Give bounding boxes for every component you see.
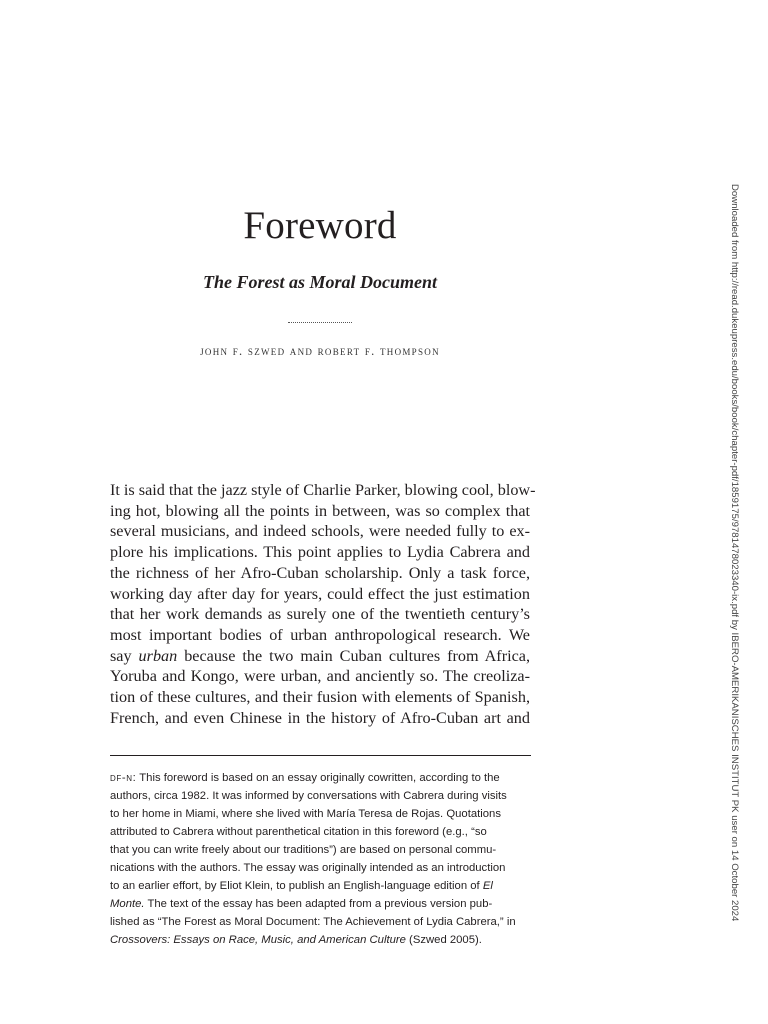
footnote-line: that you can write freely about our traditions”) are based on personal commu- bbox=[110, 844, 497, 856]
footnote-line bbox=[110, 877, 531, 895]
body-line: several musicians, and indeed schools, were needed fully to ex- bbox=[110, 522, 530, 541]
footnote-text: to an earlier effort, by Eliot Klein, to publish an English-language edition of bbox=[110, 880, 483, 892]
footnote-text: (Szwed 2005). bbox=[405, 934, 482, 946]
chapter-authors: john f. szwed and robert f. thompson bbox=[200, 344, 440, 358]
chapter-title: Foreword bbox=[243, 204, 397, 247]
footnote-line: attributed to Cabrera without parenthetical citation in this foreword (e.g., “so bbox=[110, 826, 487, 838]
book-title-italic: El bbox=[482, 880, 493, 892]
footnote-text: This foreword is based on an essay originally cowritten, according to the bbox=[136, 772, 500, 784]
footnote-line: authors, circa 1982. It was informed by conversations with Cabrera during visits bbox=[110, 790, 507, 802]
dotted-ornament bbox=[288, 322, 352, 323]
footnote-line bbox=[110, 769, 531, 787]
footnote-line: lished as “The Forest as Moral Document: The Achievement of Lydia Cabrera,” in bbox=[110, 916, 516, 928]
footnote-line bbox=[110, 895, 531, 913]
body-line: It is said that the jazz style of Charlie Parker, blowing cool, blow- bbox=[110, 481, 536, 499]
book-title-italic: Crossovers: Essays on Race, Music, and American Culture bbox=[110, 934, 406, 946]
body-line: French, and even Chinese in the history of Afro-Cuban art and bbox=[110, 708, 530, 727]
chapter-subtitle: The Forest as Moral Document bbox=[202, 272, 438, 292]
download-watermark: Downloaded from http://read.dukeupress.edu/books/book/chapter-pdf/1859175/9781478023340-ix.pdf by IBERO-AMERIKANISCHES INSTITUT PK user on 14 October 2024 bbox=[729, 184, 740, 922]
body-line: Yoruba and Kongo, were urban, and anciently so. The creoliza- bbox=[110, 667, 530, 686]
body-line bbox=[110, 646, 530, 667]
footnote-marker: df-n: bbox=[110, 772, 137, 784]
body-line: tion of these cultures, and their fusion with elements of Spanish, bbox=[110, 688, 530, 707]
footnote-line: to her home in Miami, where she lived with María Teresa de Rojas. Quotations bbox=[110, 808, 501, 820]
footnote bbox=[110, 769, 531, 949]
body-line: ing hot, blowing all the points in between, was so complex that bbox=[110, 501, 530, 520]
body-line: plore his implications. This point applies to Lydia Cabrera and bbox=[110, 543, 530, 562]
emphasized-word: urban bbox=[138, 646, 178, 665]
body-line: most important bodies of urban anthropological research. We bbox=[110, 625, 530, 644]
book-title-italic: Monte. bbox=[110, 898, 145, 910]
body-line: that her work demands as surely one of the twentieth century’s bbox=[110, 605, 530, 624]
footnote-line: nications with the authors. The essay was originally intended as an introduction bbox=[110, 862, 506, 874]
body-line: the richness of her Afro-Cuban scholarship. Only a task force, bbox=[110, 563, 530, 582]
footnote-text: The text of the essay has been adapted from a previous version pub- bbox=[144, 898, 493, 910]
body-paragraph bbox=[110, 480, 536, 728]
body-text-fragment: say bbox=[110, 646, 139, 665]
body-text-fragment: because the two main Cuban cultures from Africa, bbox=[177, 646, 530, 665]
body-line: working day after day for years, could effect the just estimation bbox=[110, 584, 530, 603]
footnote-line bbox=[110, 931, 531, 949]
footnote-rule bbox=[110, 755, 531, 756]
